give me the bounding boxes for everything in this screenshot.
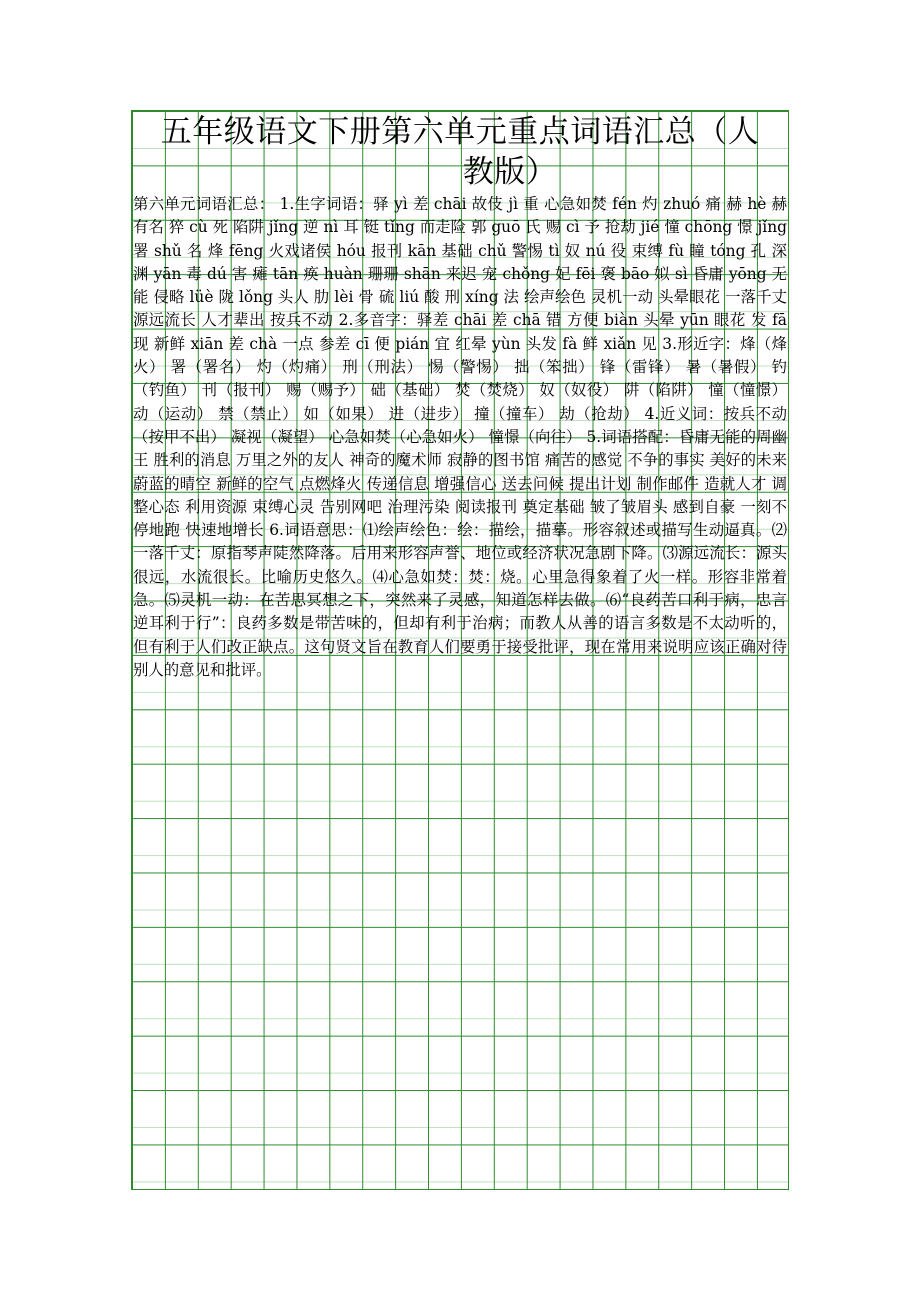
document-title	[131, 112, 789, 192]
title-line-1: 五年级语文下册第六单元重点词语汇总（人	[160, 114, 760, 150]
title-line-2: 教版）	[462, 154, 558, 190]
document-body	[133, 193, 787, 682]
body-text: 第六单元词语汇总： 1.生字词语：驿 yì 差 chāi 故伎 jì 重 心急如焚 fén 灼 zhuó 痛 赫 hè 赫有名 猝 cù 死 陷阱 jǐng 逆 nì 耳 铤 tǐng 而走险 郭 guō 氏 赐 cì 予 抢劫 jié 憧 chōng 憬 jǐng 署 shǔ 名 烽 fēng 火戏诸侯 hóu 报刊 kān 基础 chǔ 警惕 tì 奴 nú 役 束缚 fù 瞳 tóng 孔 深渊 yān 毒 dú 害 瘫 tān 痪 huàn 珊珊 shān 来迟 宠 chǒng 妃 fēi 褒 bāo 姒 sì 昏庸 yōng 无能 侵略 lüè 陇 lǒng 头人 肋 lèi 骨 硫 liú 酸 刑 xíng 法 绘声绘色 灵机一动 头晕眼花 一落千丈 源远流长 人才辈出 按兵不动 2.多音字：驿差 chāi 差 chā 错 方便 biàn 头晕 yūn 眼花 发 fā 现 新鲜 xiān 差 chà 一点 参差 cī 便 pián 宜 红晕 yùn 头发 fà 鲜 xiǎn 见 3.形近字：烽（烽火） 署（署名） 灼（灼痛） 刑（刑法） 惕（警惕） 拙（笨拙） 锋（雷锋） 暑（暑假） 钓（钓鱼） 刊（报刊） 赐（赐予） 础（基础） 焚（焚烧） 奴（奴役） 阱（陷阱） 憧（憧憬） 动（运动） 禁（禁止） 如（如果） 进（进步） 撞（撞车） 劫（抢劫） 4.近义词：按兵不动（按甲不出） 凝视（凝望） 心急如焚（心急如火） 憧憬（向往） 5.词语搭配：昏庸无能的周幽王 胜利的消息 万里之外的友人 神奇的魔术师 寂静的图书馆 痛苦的感觉 不争的事实 美好的未来 蔚蓝的晴空 新鲜的空气 点燃烽火 传递信息 增强信心 送去问候 提出计划 制作邮件 造就人才 调整心态 利用资源 束缚心灵 告别网吧 治理污染 阅读报刊 奠定基础 皱了皱眉头 感到自豪 一刻不停地跑 快速地增长 6.词语意思：⑴绘声绘色：绘：描绘，描摹。形容叙述或描写生动逼真。⑵一落千丈：原指琴声陡然降落。后用来形容声誉、地位或经济状况急剧下降。⑶源远流长：源头很远，水流很长。比喻历史悠久。⑷心急如焚：焚：烧。心里急得象着了火一样。形容非常着急。⑸灵机一动：在苦思冥想之下，突然来了灵感，知道怎样去做。⑹“良药苦口利于病，忠言逆耳利于行”：良药多数是带苦味的，但却有利于治病；而教人从善的语言多数是不太动听的，但有利于人们改正缺点。这句贤文旨在教育人们要勇于接受批评，现在常用来说明应该正确对待别人的意见和批评。	[133, 195, 787, 679]
